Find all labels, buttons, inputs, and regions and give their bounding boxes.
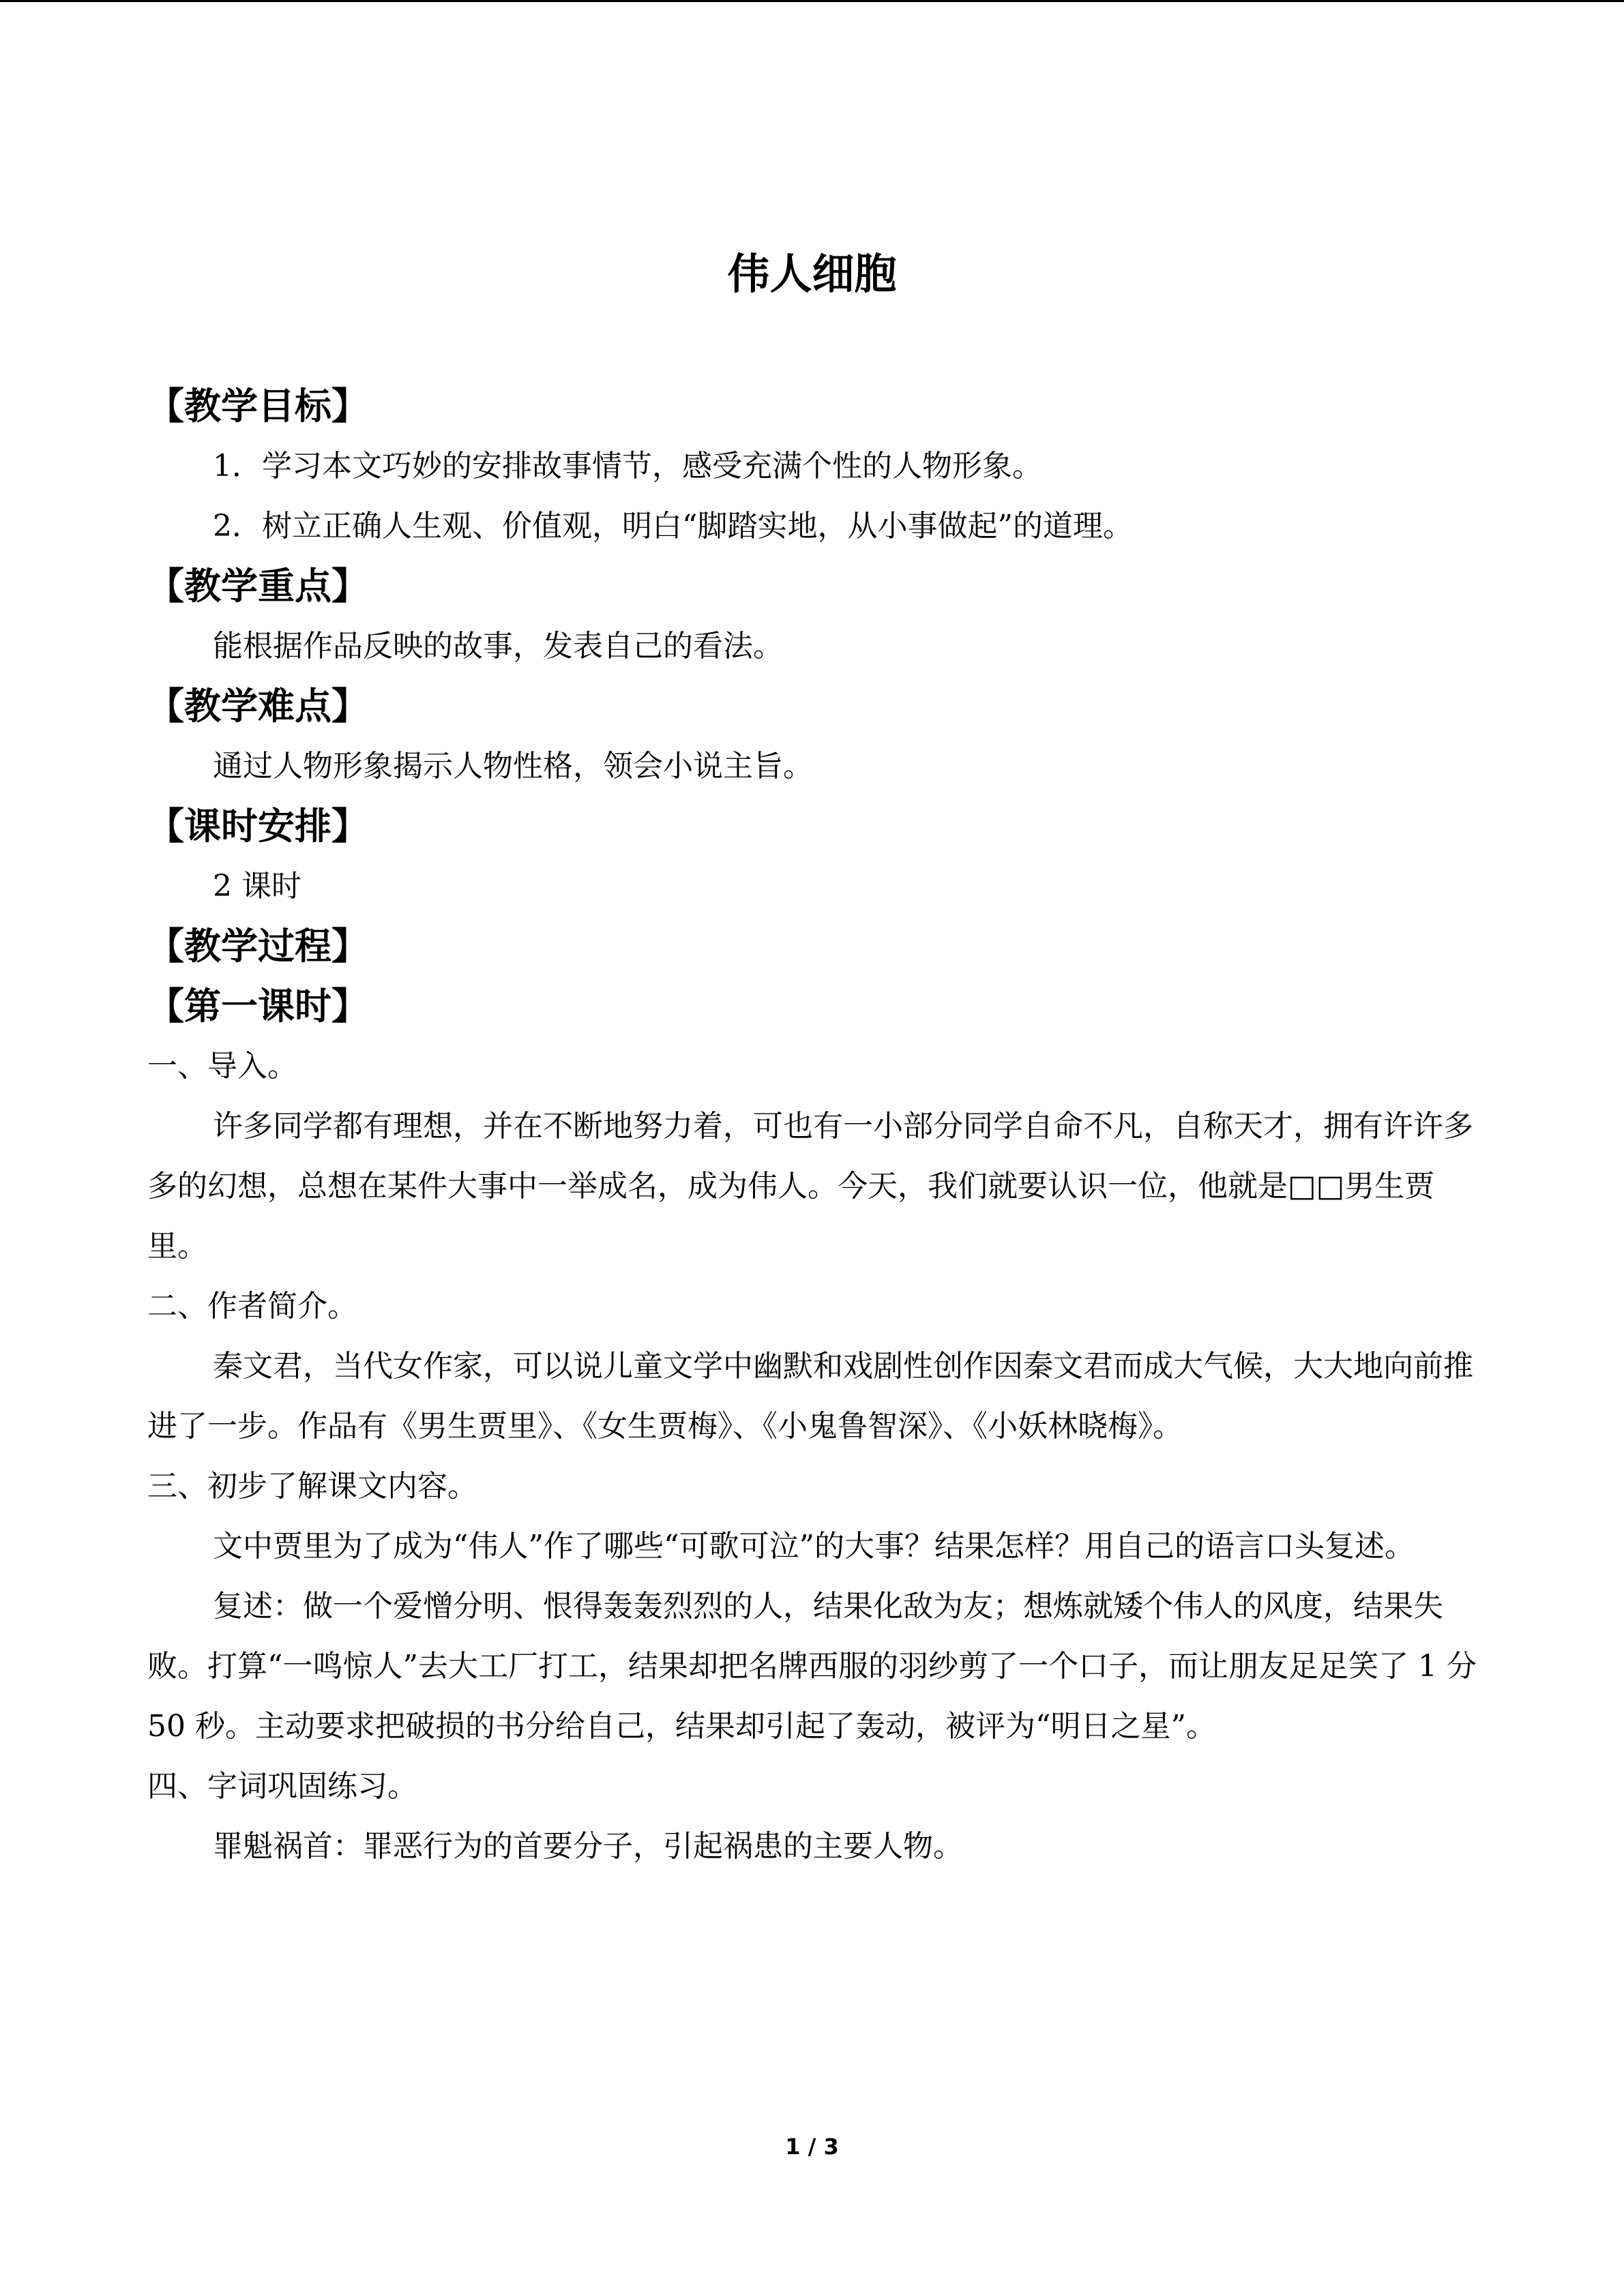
intro-paragraph: 许多同学都有理想，并在不断地努力着，可也有一小部分同学自命不凡，自称天才，拥有许许多多的幻想，总想在某件大事中一举成名，成为伟人。今天，我们就要认识一位，他就是□□男生贾里。 <box>147 1109 1473 1264</box>
key-points-text: 能根据作品反映的故事，发表自己的看法。 <box>213 629 783 664</box>
subsection-heading-content: 三、初步了解课文内容。 <box>147 1469 477 1504</box>
document-body <box>147 376 1479 1877</box>
content-question-paragraph: 文中贾里为了成为“伟人”作了哪些“可歌可泣”的大事？结果怎样？用自己的语言口头复述。 <box>213 1529 1415 1564</box>
vocabulary-paragraph: 罪魁祸首：罪恶行为的首要分子，引起祸患的主要人物。 <box>213 1829 963 1864</box>
objective-item-1: 1．学习本文巧妙的安排故事情节，感受充满个性的人物形象。 <box>213 449 1042 483</box>
schedule-text: 2 课时 <box>213 869 301 904</box>
subsection-heading-intro: 一、导入。 <box>147 1049 297 1084</box>
page-title: 伟人细胞 <box>727 248 897 299</box>
section-heading-difficulties: 【教学难点】 <box>147 685 368 728</box>
subsection-heading-author: 二、作者简介。 <box>147 1289 357 1324</box>
section-heading-process: 【教学过程】 <box>147 925 368 968</box>
section-heading-schedule: 【课时安排】 <box>147 805 368 848</box>
page-number: 1 / 3 <box>785 2134 839 2160</box>
objective-item-2: 2．树立正确人生观、价值观，明白“脚踏实地，从小事做起”的道理。 <box>213 509 1133 543</box>
content-retell-paragraph: 复述：做一个爱憎分明、恨得轰轰烈烈的人，结果化敌为友；想炼就矮个伟人的风度，结果失败。打算“一鸣惊人”去大工厂打工，结果却把名牌西服的羽纱剪了一个口子，而让朋友足足笑了 1 分 50 秒。主动要求把破损的书分给自己，结果却引起了轰动，被评为“明日之星”。 <box>147 1589 1477 1744</box>
top-border-line <box>0 0 1624 2</box>
section-heading-objectives: 【教学目标】 <box>147 385 368 428</box>
section-heading-key-points: 【教学重点】 <box>147 565 368 608</box>
section-heading-lesson-one: 【第一课时】 <box>147 985 368 1028</box>
difficulties-text: 通过人物形象揭示人物性格，领会小说主旨。 <box>213 749 813 784</box>
subsection-heading-vocabulary: 四、字词巩固练习。 <box>147 1769 417 1804</box>
author-paragraph: 秦文君，当代女作家，可以说儿童文学中幽默和戏剧性创作因秦文君而成大气候，大大地向前推进了一步。作品有《男生贾里》、《女生贾梅》、《小鬼鲁智深》、《小妖林晓梅》。 <box>147 1349 1473 1444</box>
